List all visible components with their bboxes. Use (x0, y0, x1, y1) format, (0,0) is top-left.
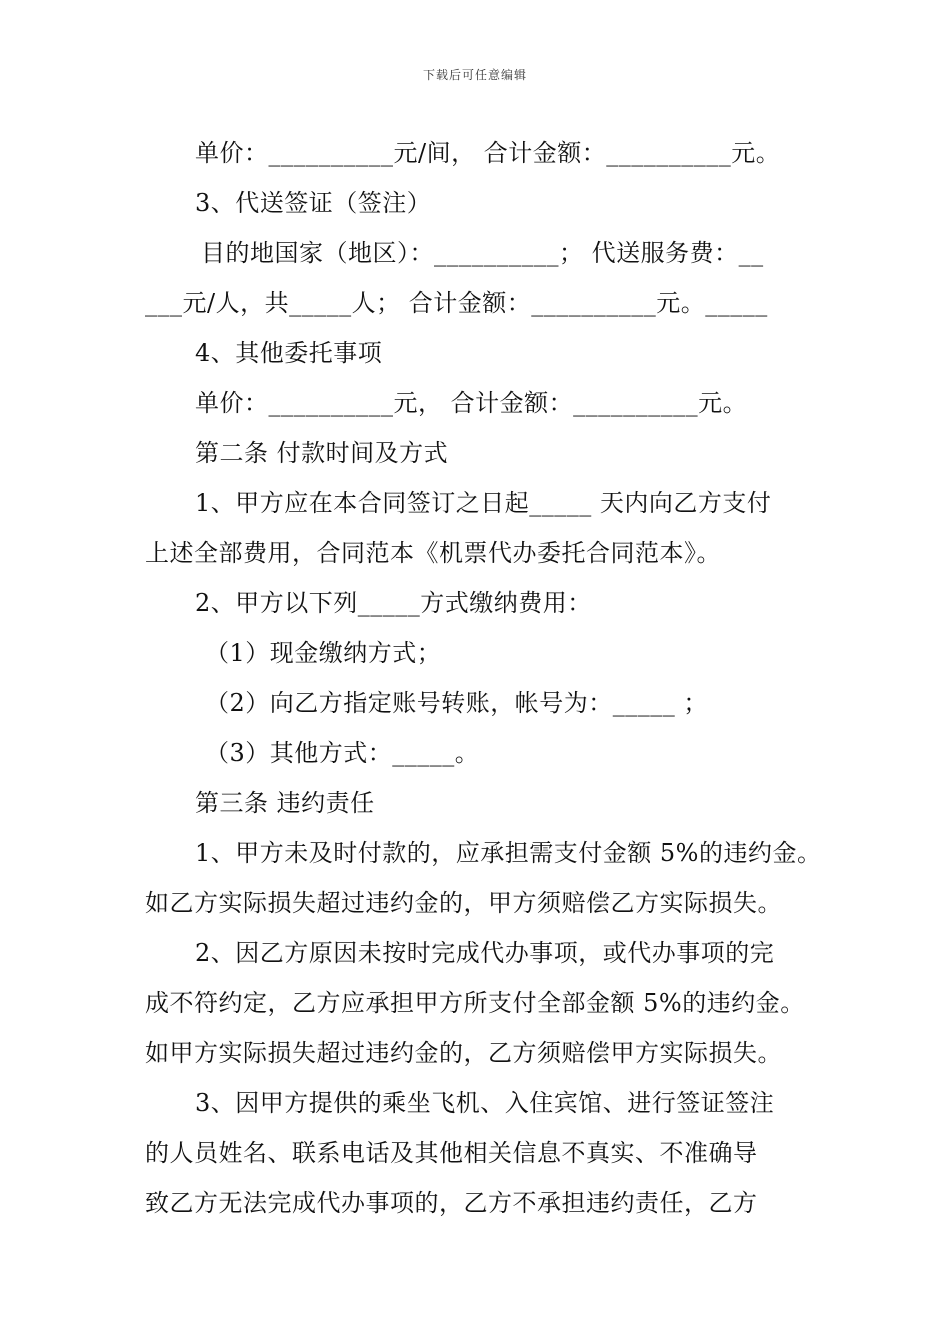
unit-price-line: 单价：__________元/间， 合计金额：__________元。 (195, 139, 781, 167)
document-body (145, 128, 825, 1228)
payment-option-transfer: （2）向乙方指定账号转账，帐号为：_____ ； (205, 689, 708, 717)
payment-option-cash: （1）现金缴纳方式； (205, 639, 442, 667)
payment-method-line: 2、甲方以下列_____方式缴纳费用： (195, 589, 592, 617)
visa-fee-line: ___元/人，共_____人； 合计金额：__________元。_____ (145, 289, 768, 317)
liability-one-line: 1、甲方未及时付款的，应承担需支付金额 5%的违约金。 (195, 839, 822, 867)
liability-two-line: 2、因乙方原因未按时完成代办事项，或代办事项的完 (195, 939, 775, 967)
article-three-heading: 第三条 违约责任 (195, 789, 375, 817)
payment-deadline-line: 1、甲方应在本合同签订之日起_____ 天内向乙方支付 (195, 489, 772, 517)
liability-one-cont: 如乙方实际损失超过违约金的，甲方须赔偿乙方实际损失。 (145, 889, 782, 917)
other-price-line: 单价：__________元， 合计金额：__________元。 (195, 389, 748, 417)
clause-other-heading: 4、其他委托事项 (195, 339, 383, 367)
article-two-heading: 第二条 付款时间及方式 (195, 439, 449, 467)
clause-visa-heading: 3、代送签证（签注） (195, 189, 432, 217)
liability-two-cont-2: 如甲方实际损失超过违约金的，乙方须赔偿甲方实际损失。 (145, 1039, 782, 1067)
destination-country-line: 目的地国家（地区）：__________； 代送服务费：__ (201, 239, 764, 267)
liability-two-cont-1: 成不符约定，乙方应承担甲方所支付全部金额 5%的违约金。 (145, 989, 805, 1017)
liability-three-cont-1: 的人员姓名、联系电话及其他相关信息不真实、不准确导 (145, 1139, 758, 1167)
payment-option-other: （3）其他方式：_____。 (205, 739, 480, 767)
payment-deadline-cont: 上述全部费用，合同范本《机票代办委托合同范本》。 (145, 539, 721, 567)
page-header-note: 下载后可任意编辑 (422, 68, 527, 82)
liability-three-line: 3、因甲方提供的乘坐飞机、入住宾馆、进行签证签注 (195, 1089, 775, 1117)
liability-three-cont-2: 致乙方无法完成代办事项的，乙方不承担违约责任，乙方 (145, 1189, 758, 1217)
